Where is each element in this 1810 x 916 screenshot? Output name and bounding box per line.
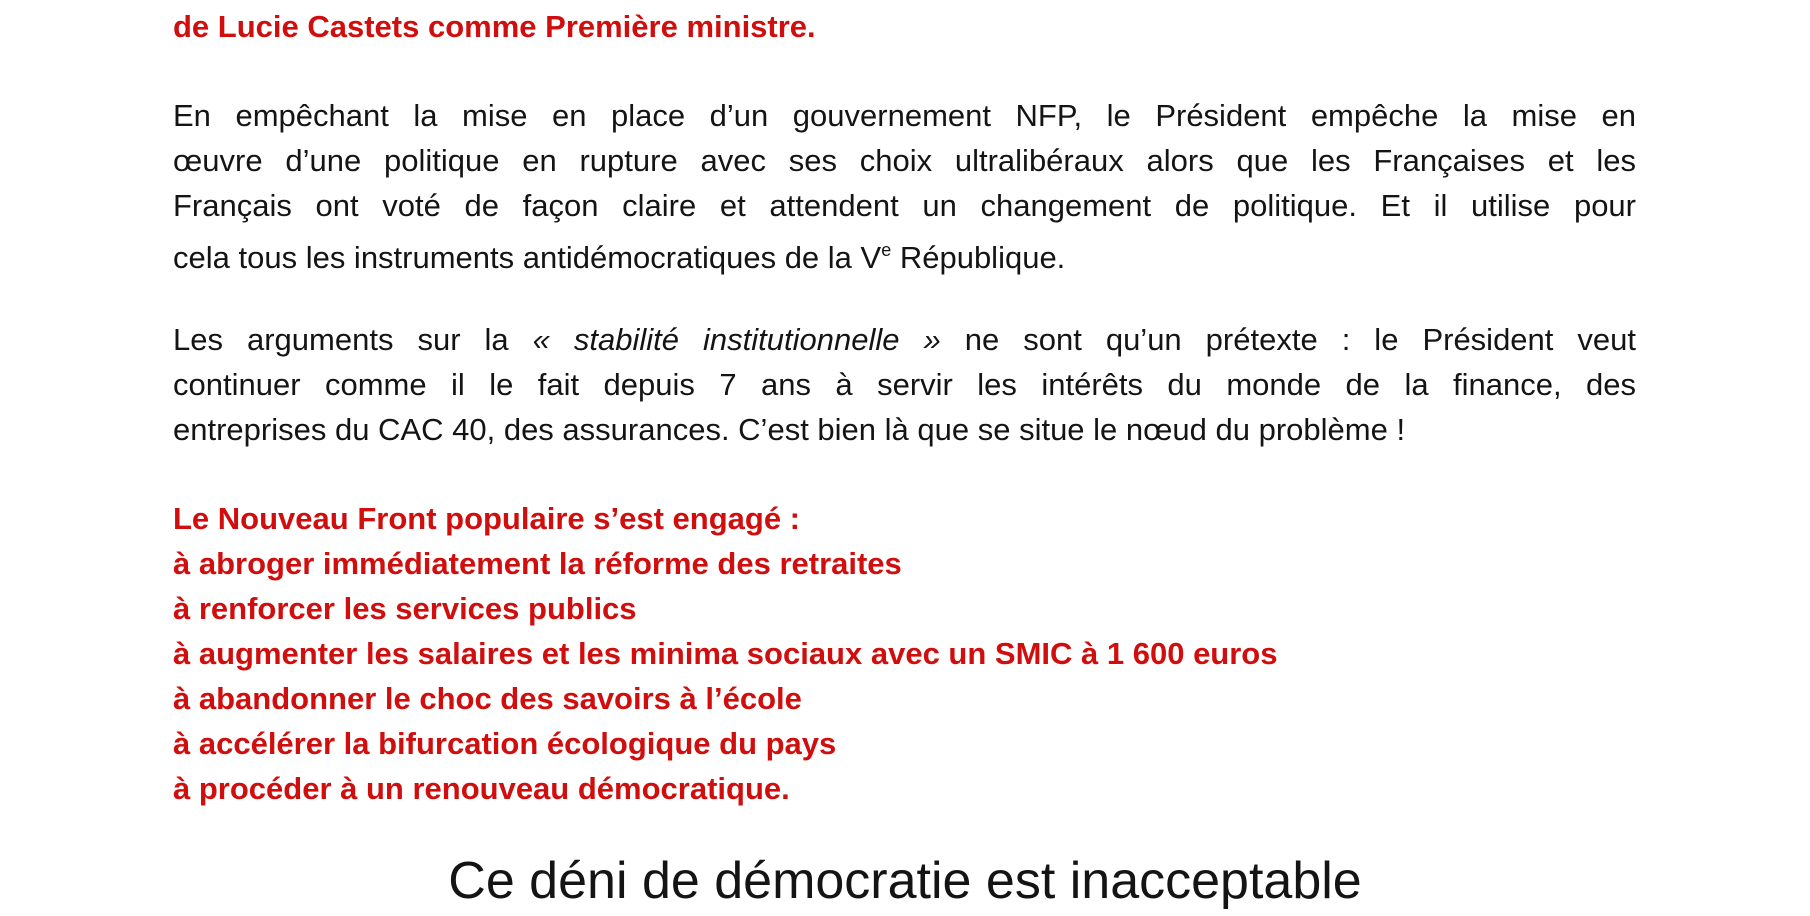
paragraph-arguments	[173, 317, 1636, 452]
commitments-list	[173, 496, 1636, 811]
paragraph-line: œuvre d’une politique en rupture avec ses choix ultralibéraux alors que les Françaises et les	[173, 143, 1636, 178]
paragraph-line: En empêchant la mise en place d’un gouvernement NFP, le Président empêche la mise en	[173, 98, 1636, 133]
commitment-item: à augmenter les salaires et les minima sociaux avec un SMIC à 1 600 euros	[173, 636, 1278, 671]
commitment-item: à abandonner le choc des savoirs à l’école	[173, 681, 802, 716]
intro-tail: de Lucie Castets comme Première ministre.	[173, 9, 816, 44]
text-segment: cela tous les instruments antidémocratiques de la V	[173, 240, 882, 275]
paragraph-line	[173, 228, 1636, 273]
commitment-item: à renforcer les services publics	[173, 591, 637, 626]
commitment-item: à procéder à un renouveau démocratique.	[173, 771, 790, 806]
document-page	[173, 0, 1636, 811]
paragraph-line: entreprises du CAC 40, des assurances. C’est bien là que se situe le nœud du problème !	[173, 412, 1406, 447]
commitments-heading: Le Nouveau Front populaire s’est engagé :	[173, 501, 800, 536]
paragraph-line	[173, 317, 1636, 362]
text-segment: ne sont qu’un prétexte : le Président veut	[940, 322, 1637, 357]
commitment-item: à abroger immédiatement la réforme des retraites	[173, 546, 902, 581]
paragraph-line: continuer comme il le fait depuis 7 ans à servir les intérêts du monde de la finance, des	[173, 367, 1636, 402]
text-segment: République.	[891, 240, 1066, 275]
quoted-phrase: « stabilité institutionnelle »	[532, 322, 941, 357]
paragraph-nfp-government	[173, 93, 1636, 273]
superscript: e	[881, 240, 892, 260]
paragraph-line: Français ont voté de façon claire et attendent un changement de politique. Et il utilise pour	[173, 188, 1636, 223]
closing-title: Ce déni de démocratie est inacceptable	[448, 852, 1362, 910]
text-segment: Les arguments sur la	[173, 322, 533, 357]
commitment-item: à accélérer la bifurcation écologique du pays	[173, 726, 837, 761]
